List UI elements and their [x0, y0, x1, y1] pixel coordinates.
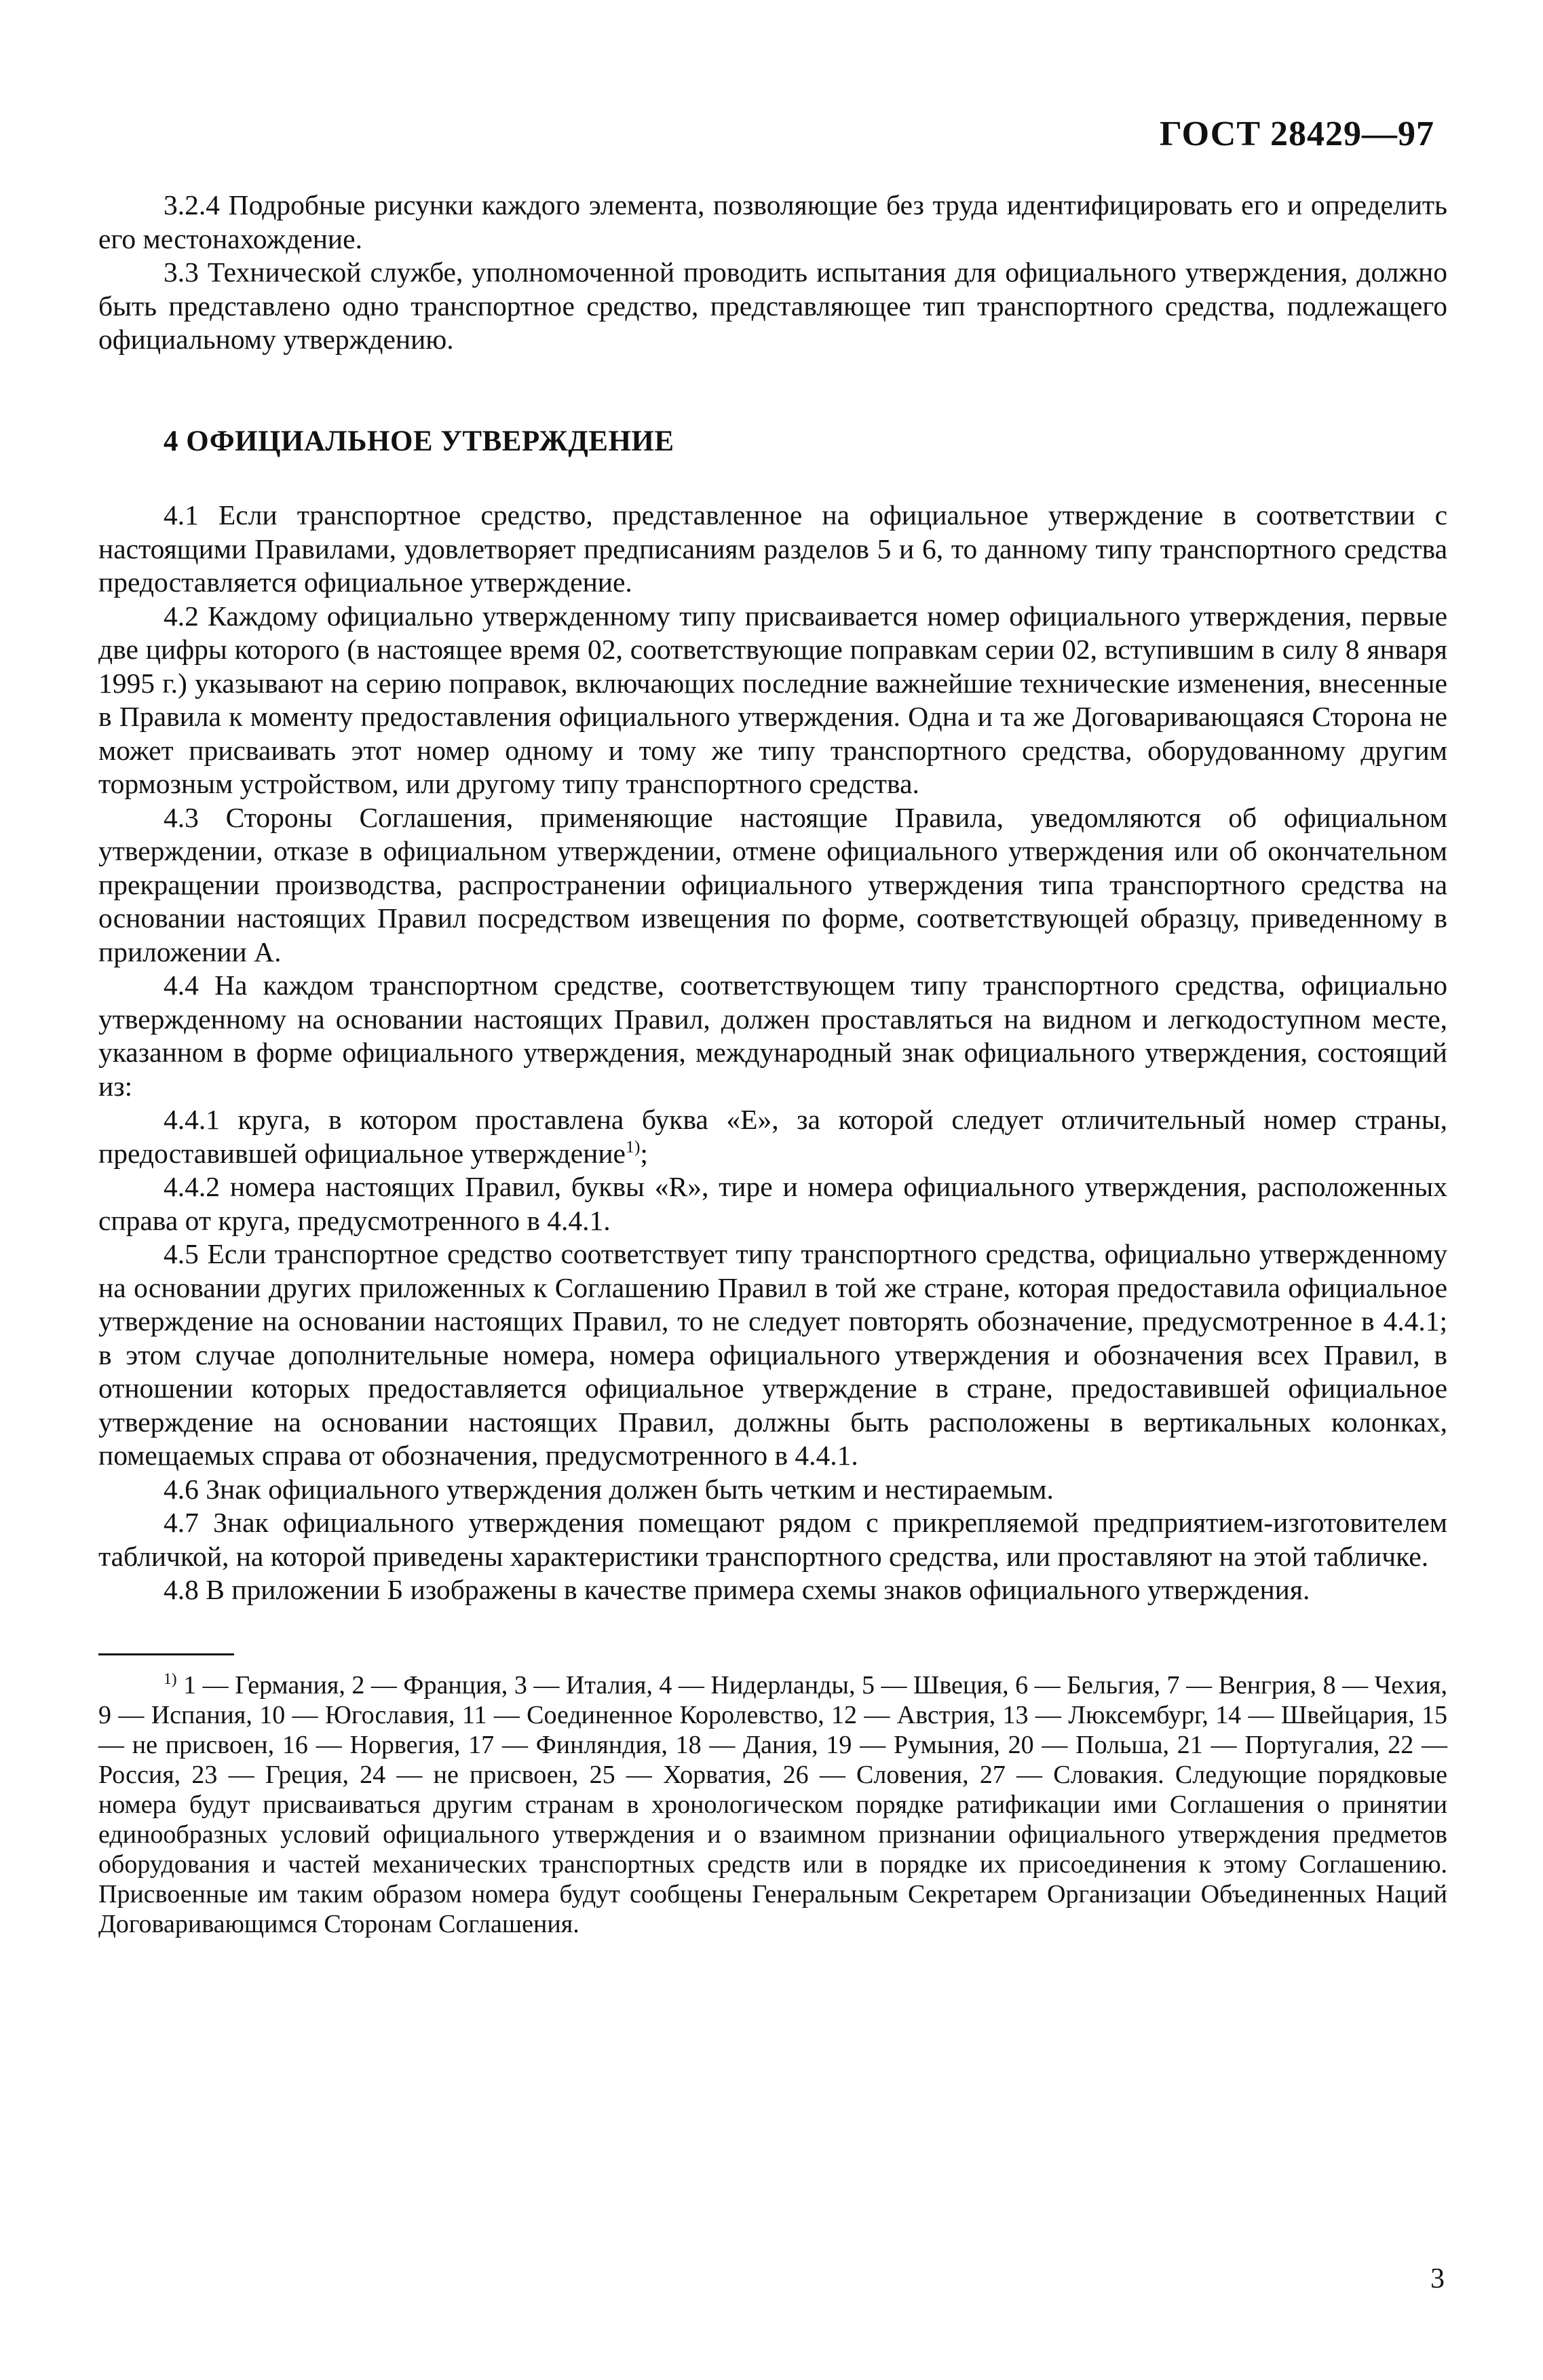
paragraph-3-3: 3.3 Технической службе, уполномоченной проводить испытания для официального утверждения, должно быть представлено одно транспортное средство, представляющее тип транспортного средства, подлежащего официальному утверждению.: [98, 256, 1447, 355]
section-title: 4 ОФИЦИАЛЬНОЕ УТВЕРЖДЕНИЕ: [164, 425, 674, 457]
paragraph-4-4-2: 4.4.2 номера настоящих Правил, буквы «R», тире и номера официального утверждения, расположенных справа от круга, предусмотренного в 4.4.1.: [98, 1171, 1447, 1236]
footnote-text: 1 — Германия, 2 — Франция, 3 — Италия, 4 — Нидерланды, 5 — Швеция, 6 — Бельгия, 7 — Венгрия, 8 — Чехия, 9 — Испания, 10 — Югославия, 11 — Соединенное Королевство, 12 — Австрия, 13 — Люксембург, 14 — Швейцария, 15 — не присвоен, 16 — Норвегия, 17 — Финляндия, 18 — Дания, 19 — Румыния, 20 — Польша, 21 — Португалия, 22 — Россия, 23 — Греция, 24 — не присвоен, 25 — Хорватия, 26 — Словения, 27 — Словакия. Следующие порядковые номера будут присваиваться другим странам в хронологическом порядке ратификации ими Соглашения о принятии единообразных условий официального утверждения и о взаимном признании официального утверждения предметов оборудования и частей механических транспортных средств или в порядке их присоединения к этому Соглашению. Присвоенные им таким образом номера будут сообщены Генеральным Секретарем Организации Объединенных Наций Договаривающимся Сторонам Соглашения.: [98, 1670, 1447, 1938]
footnote-separator: [98, 1653, 234, 1655]
paragraph-4-6: 4.6 Знак официального утверждения должен быть четким и нестираемым.: [164, 1473, 1054, 1505]
paragraph-4-7: 4.7 Знак официального утверждения помещают рядом с прикрепляемой предприятием-изготовителем табличкой, на которой приведены характеристики транспортного средства, или проставляют на этой табличке.: [98, 1507, 1447, 1572]
paragraph-4-4: 4.4 На каждом транспортном средстве, соответствующем типу транспортного средства, официально утвержденному на основании настоящих Правил, должен проставляться на видном и легкодоступном месте, указанном в форме официального утверждения, международный знак официального утверждения, состоящий из:: [98, 970, 1447, 1102]
paragraph-4-2: 4.2 Каждому официально утвержденному типу присваивается номер официального утверждения, первые две цифры которого (в настоящее время 02, соответствующие поправкам серии 02, вступившим в силу 8 января 1995 г.) указывают на серию поправок, включающих последние важнейшие технические изменения, внесенные в Правила к моменту предоставления официального утверждения. Одна и та же Договаривающаяся Сторона не может присваивать этот номер одному и тому же типу транспортного средства, оборудованному другим тормозным устройством, или другому типу транспортного средства.: [98, 600, 1447, 799]
footnote-marker: 1): [164, 1670, 177, 1688]
footnote: [98, 1670, 1447, 1939]
document-body: [98, 189, 1447, 1939]
paragraph-4-1: 4.1 Если транспортное средство, представленное на официальное утверждение в соответствии с настоящими Правилами, удовлетворяет предписаниям разделов 5 и 6, то данному типу транспортного средства предоставляется официальное утверждение.: [98, 499, 1447, 598]
paragraph-4-8: 4.8 В приложении Б изображены в качестве примера схемы знаков официального утверждения.: [164, 1574, 1310, 1605]
paragraph-4-4-1-end: ;: [640, 1137, 648, 1169]
document-code-header: ГОСТ 28429—97: [1159, 115, 1434, 153]
paragraph-4-3: 4.3 Стороны Соглашения, применяющие настоящие Правила, уведомляются об официальном утверждении, отказе в официальном утверждении, отмене официального утверждения или об окончательном прекращении производства, распространении официального утверждения типа транспортного средства на основании настоящих Правил посредством извещения по форме, соответствующей образцу, приведенному в приложении А.: [98, 801, 1447, 967]
footnote-reference: 1): [625, 1136, 641, 1157]
paragraph-3-2-4: 3.2.4 Подробные рисунки каждого элемента, позволяющие без труда идентифицировать его и определить его местонахождение.: [98, 189, 1447, 254]
paragraph-4-4-1: [98, 1103, 1447, 1170]
paragraph-4-5: 4.5 Если транспортное средство соответствует типу транспортного средства, официально утвержденному на основании других приложенных к Соглашению Правил в той же стране, которая предоставила официальное утверждение на основании настоящих Правил, то не следует повторять обозначение, предусмотренное в 4.4.1; в этом случае дополнительные номера, номера официального утверждения и обозначения всех Правил, в отношении которых предоставляется официальное утверждение в стране, предоставившей официальное утверждение на основании настоящих Правил, должны быть расположены в вертикальных колонках, помещаемых справа от обозначения, предусмотренного в 4.4.1.: [98, 1238, 1447, 1471]
footnote-paragraph: [98, 1670, 1447, 1939]
paragraph-4-4-1-text: 4.4.1 круга, в котором проставлена буква «Е», за которой следует отличительный номер страны, предоставившей официальное утверждение: [98, 1104, 1447, 1169]
page-number: 3: [1430, 2263, 1445, 2295]
